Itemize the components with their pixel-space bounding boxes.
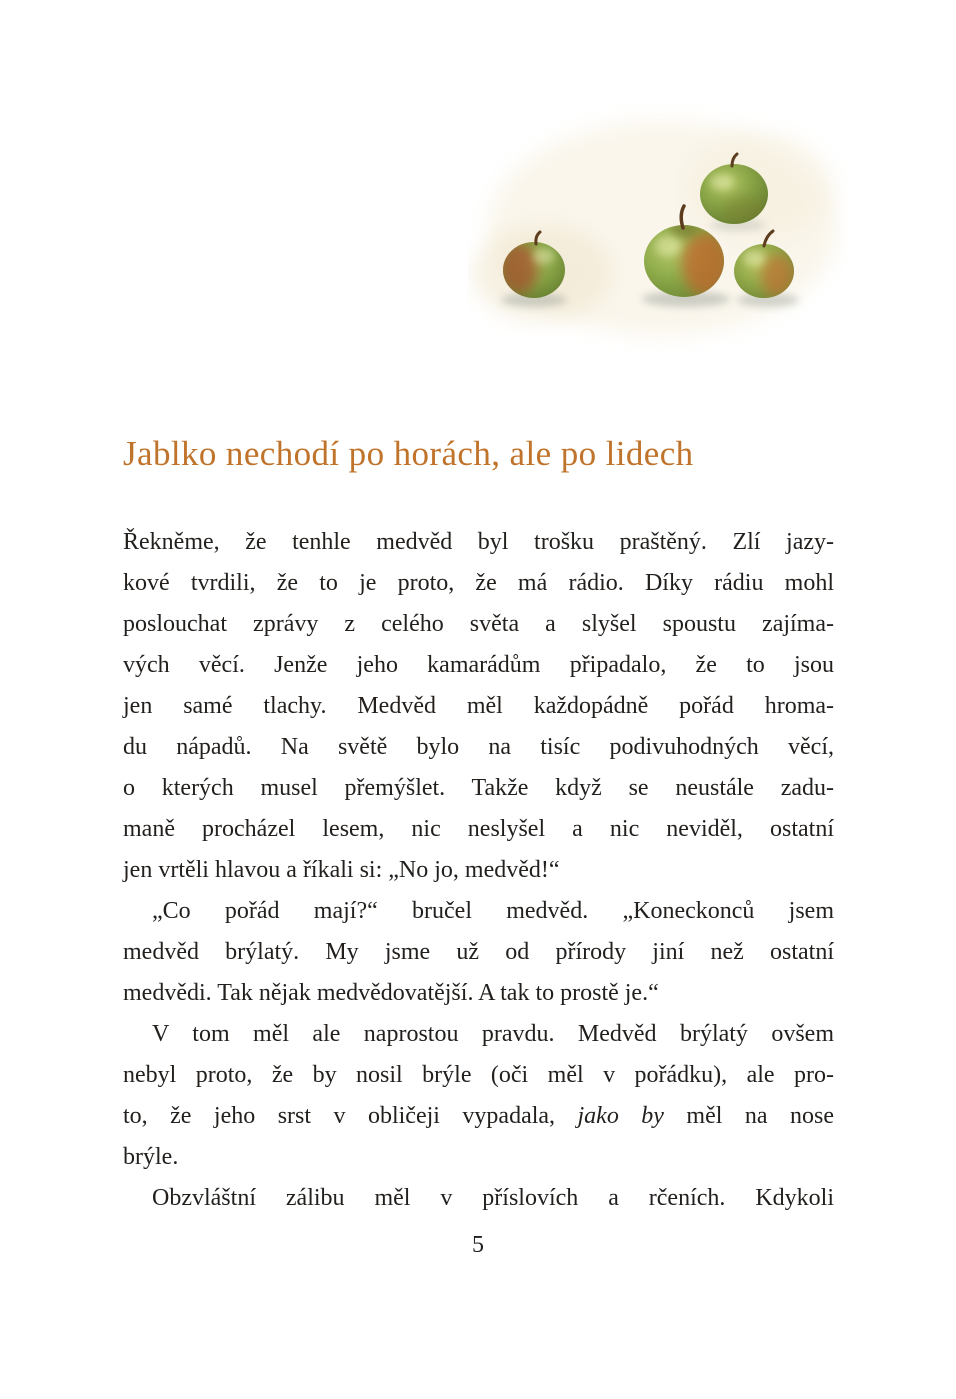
page-number: 5 — [472, 1232, 484, 1258]
paragraph — [123, 1014, 834, 1178]
text-line: nebyl proto, že by nosil brýle (oči měl v pořádku), ale pro- — [123, 1062, 834, 1088]
paragraph — [123, 891, 834, 1014]
text-line: V tom měl ale naprostou pravdu. Medvěd brýlatý ovšem — [152, 1021, 834, 1047]
chapter-title: Jablko nechodí po horách, ale po lidech — [123, 434, 694, 473]
text-line: du nápadů. Na světě bylo na tisíc podivuhodných věcí, — [123, 734, 834, 760]
text-line: maně procházel lesem, nic neslyšel a nic neviděl, ostatní — [123, 816, 834, 842]
text-line: brýle. — [123, 1144, 179, 1170]
text-line: o kterých musel přemýšlet. Takže když se neustále zadu- — [123, 775, 834, 801]
text-line: Řekněme, že tenhle medvěd byl trošku praštěný. Zlí jazy- — [123, 529, 834, 555]
text-line: kové tvrdili, že to je proto, že má rádio. Díky rádiu mohl — [123, 570, 834, 596]
text-line: medvědi. Tak nějak medvědovatější. A tak to prostě je.“ — [123, 980, 659, 1006]
text-line: to, že jeho srst v obličeji vypadala, jako by měl na nose — [123, 1103, 835, 1129]
paragraph — [123, 522, 834, 891]
text-line: poslouchat zprávy z celého světa a slyšel spoustu zajíma- — [123, 611, 834, 637]
apples-illustration — [468, 78, 848, 350]
text-line: medvěd brýlatý. My jsme už od přírody jiní než ostatní — [123, 939, 834, 965]
body-text — [123, 522, 834, 1219]
text-line: jen vrtěli hlavou a říkali si: „No jo, medvěd!“ — [123, 857, 560, 883]
text-line: vých věcí. Jenže jeho kamarádům připadalo, že to jsou — [123, 652, 834, 678]
text-line: „Co pořád mají?“ bručel medvěd. „Koneckonců jsem — [152, 898, 834, 924]
text-line: Obzvláštní zálibu měl v příslovích a rčeních. Kdykoli — [152, 1185, 834, 1211]
apples-illustration-svg — [468, 78, 848, 350]
paragraph — [123, 1178, 834, 1219]
text-line: jen samé tlachy. Medvěd měl každopádně pořád hroma- — [123, 693, 834, 719]
italic-text: jako by — [577, 1103, 664, 1129]
